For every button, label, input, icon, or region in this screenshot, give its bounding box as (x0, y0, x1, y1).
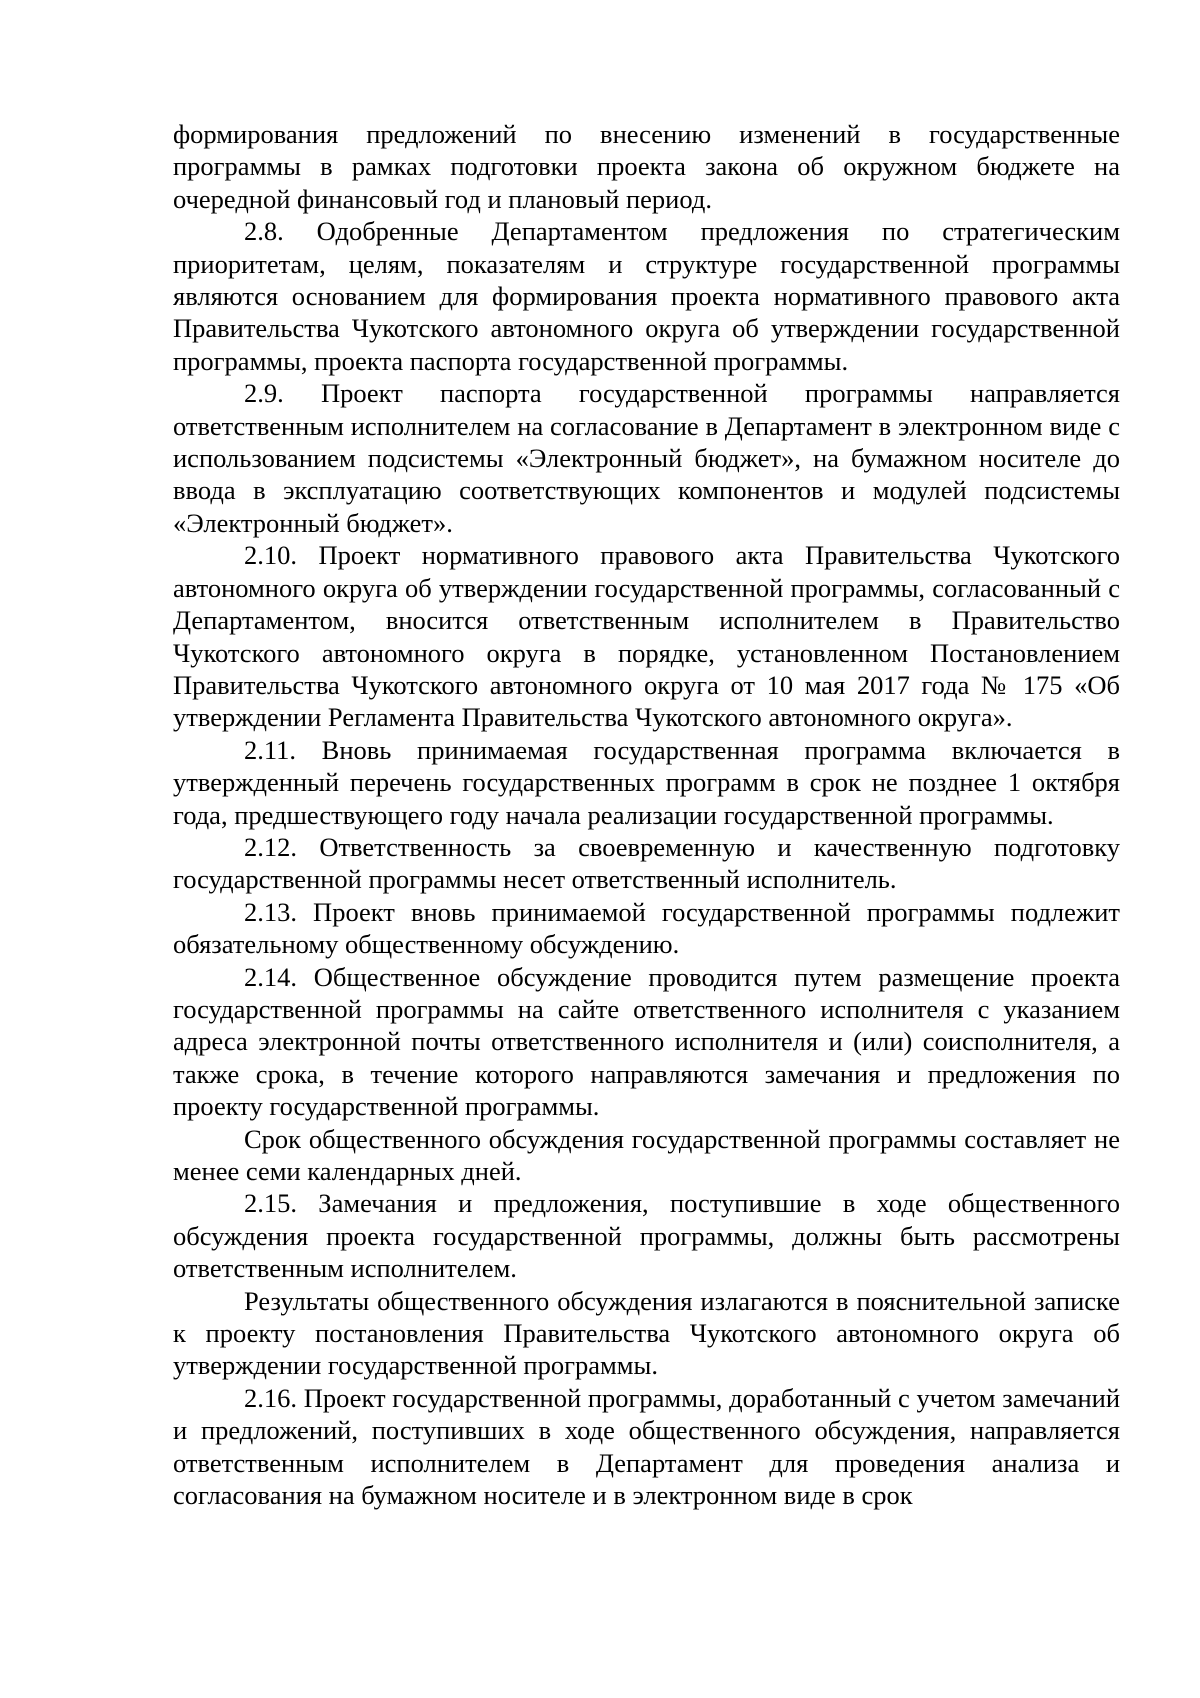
paragraph-continuation: формирования предложений по внесению изменений в государственные программы в рамках подготовки проекта закона об окружном бюджете на очередной финансовый год и плановый период. (173, 119, 1120, 214)
paragraph-2-13: 2.13. Проект вновь принимаемой государственной программы подлежит обязательному общественному обсуждению. (173, 896, 1120, 960)
paragraph-2-11: 2.11. Вновь принимаемая государственная программа включается в утвержденный перечень государственных программ в срок не позднее 1 октября года, предшествующего году начала реализации государственной программы. (173, 734, 1120, 830)
paragraph-2-15: 2.15. Замечания и предложения, поступившие в ходе общественного обсуждения проекта государственной программы, должны быть рассмотрены ответственным исполнителем. (173, 1188, 1120, 1284)
paragraph-2-10: 2.10. Проект нормативного правового акта Правительства Чукотского автономного округа об утверждении государственной программы, согласованный с Департаментом, вносится ответственным исполнителем в Правительство Чукотского автономного округа в порядке, установленном Постановлением Правительства Чукотского автономного округа от 10 мая 2017 года № 175 «Об утверждении Регламента Правительства Чукотского автономного округа». (173, 540, 1120, 733)
paragraph-2-12: 2.12. Ответственность за своевременную и качественную подготовку государственной программы несет ответственный исполнитель. (173, 831, 1120, 895)
paragraph-2-8: 2.8. Одобренные Департаментом предложения по стратегическим приоритетам, целям, показателям и структуре государственной программы являются основанием для формирования проекта нормативного правового акта Правительства Чукотского автономного округа об утверждении государственной программы, проекта паспорта государственной программы. (173, 216, 1120, 376)
paragraph-2-15-results: Результаты общественного обсуждения излагаются в пояснительной записке к проекту постановления Правительства Чукотского автономного округа об утверждении государственной программы. (173, 1285, 1120, 1381)
paragraph-2-14: 2.14. Общественное обсуждение проводится путем размещение проекта государственной программы на сайте ответственного исполнителя с указанием адреса электронной почты ответственного исполнителя и (или) соисполнителя, а также срока, в течение которого направляются замечания и предложения по проекту государственной программы. (173, 961, 1120, 1122)
document-body (173, 118, 1120, 1511)
paragraph-2-9: 2.9. Проект паспорта государственной программы направляется ответственным исполнителем на согласование в Департамент в электронном виде с использованием подсистемы «Электронный бюджет», на бумажном носителе до ввода в эксплуатацию соответствующих компонентов и модулей подсистемы «Электронный бюджет». (173, 378, 1120, 538)
paragraph-2-16: 2.16. Проект государственной программы, доработанный с учетом замечаний и предложений, поступивших в ходе общественного обсуждения, направляется ответственным исполнителем в Департамент для проведения анализа и согласования на бумажном носителе и в электронном виде в срок (173, 1382, 1120, 1511)
paragraph-2-14-term: Срок общественного обсуждения государственной программы составляет не менее семи календарных дней. (173, 1123, 1120, 1186)
